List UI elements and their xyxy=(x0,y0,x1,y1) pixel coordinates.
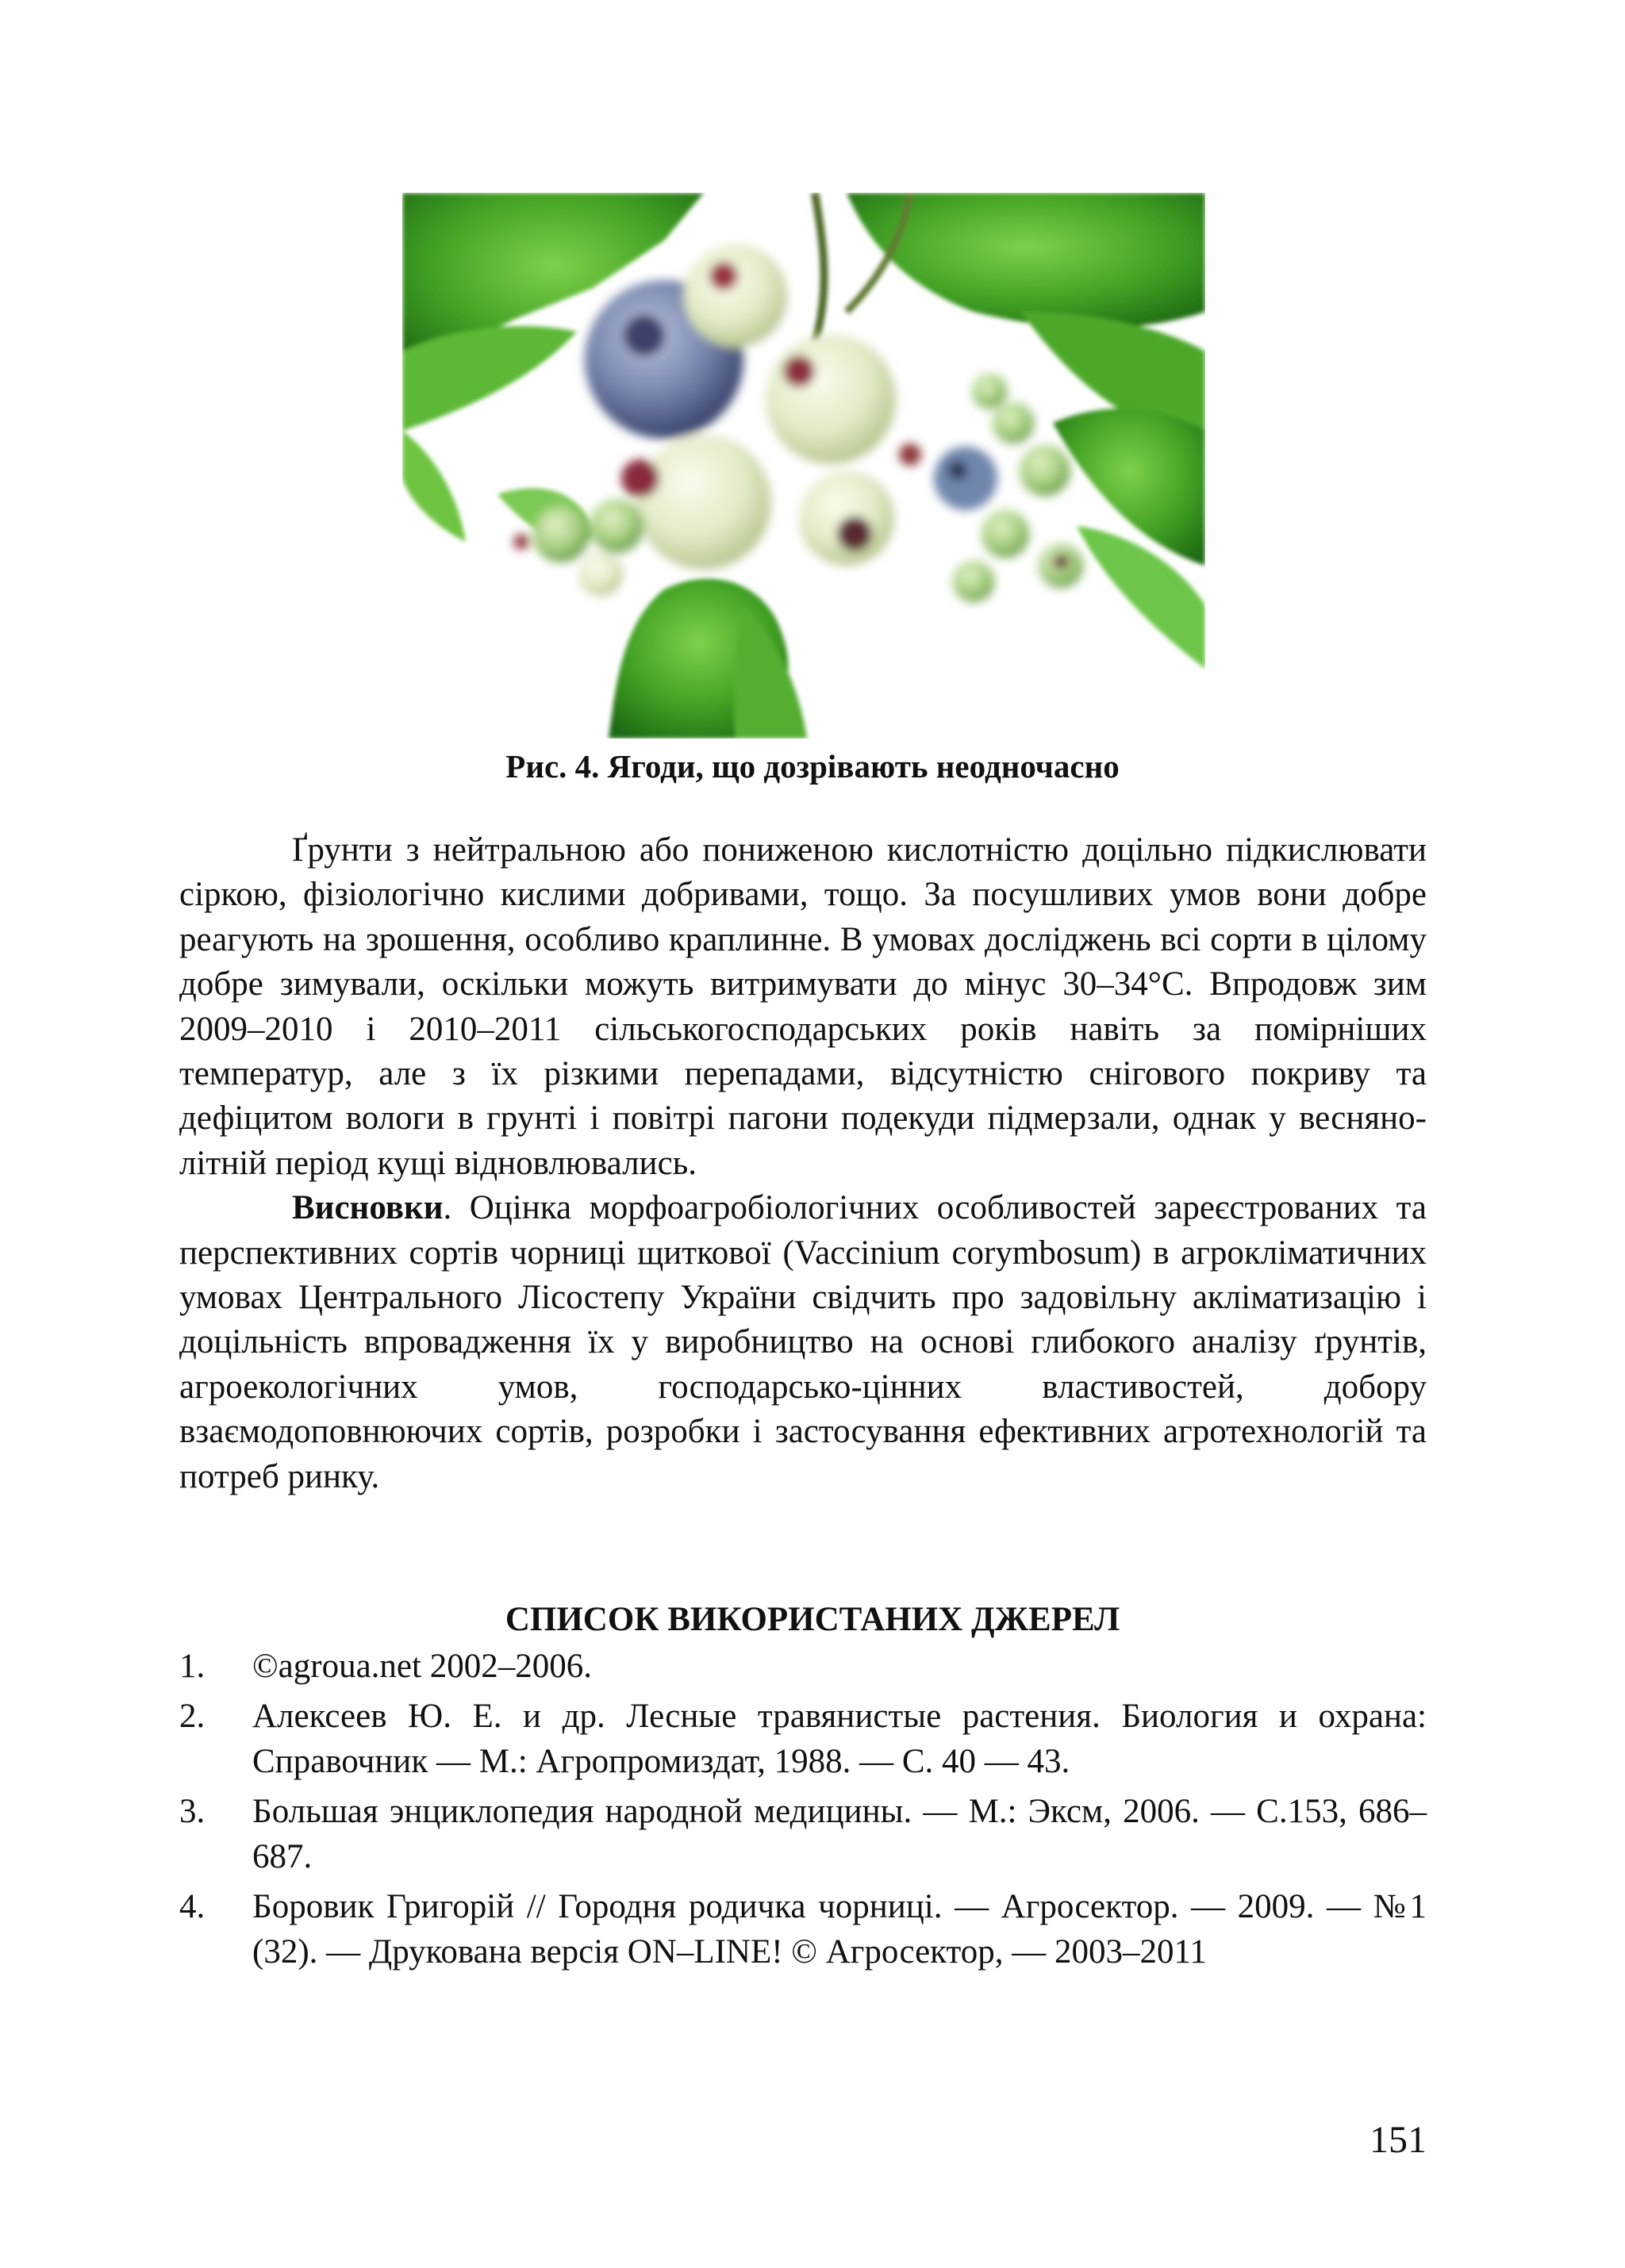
reference-text: Большая энциклопедия народной медицины. — М.: Эксм, 2006. — С.153, 686–687. xyxy=(252,1793,1427,1875)
conclusion-label: Висновки xyxy=(292,1189,444,1227)
blueberry-photo-illustration xyxy=(402,193,1205,739)
page-number: 151 xyxy=(1370,2119,1427,2161)
conclusion-text: . Оцінка морфоагробіологічних особливостей зареєстрованих та перспективних сортів чорниці щиткової (Vaccinium corymbosum) в агрокліматичних умовах Центрального Лісостепу України свідчить про задовільну акліматизацію і доцільність впровадження їх у виробництво на основі глибокого аналізу ґрунтів, агроекологічних умов, господарсько-цінних властивостей, добору взаємодоповнюючих сортів, розробки і застосування ефективних агротехнологій та потреб ринку. xyxy=(179,1189,1427,1495)
reference-number: 2. xyxy=(179,1698,206,1735)
reference-text: Алексеев Ю. Е. и др. Лесные травянистые растения. Биология и охрана: Справочник — М.: Агропромиздат, 1988. — С. 40 — 43. xyxy=(252,1698,1427,1780)
reference-text: Боровик Григорій // Городня родичка чорниці. — Агросектор. — 2009. — №1 (32). — Друкована версія ON–LINE! © Агросектор, — 2003–2011 xyxy=(252,1888,1427,1971)
figure-caption: Рис. 4. Ягоди, що дозрівають неодночасно xyxy=(505,748,1120,785)
reference-item xyxy=(179,1694,1427,1784)
body-text xyxy=(179,828,1427,1499)
reference-number: 4. xyxy=(179,1888,206,1925)
reference-text: ©agroua.net 2002–2006. xyxy=(252,1648,592,1685)
reference-item xyxy=(179,1884,1427,1974)
reference-item xyxy=(179,1644,1427,1689)
reference-number: 3. xyxy=(179,1793,206,1830)
reference-number: 1. xyxy=(179,1648,206,1685)
references-list xyxy=(179,1644,1427,1979)
paragraph-conclusions xyxy=(179,1186,1427,1499)
blueberry-photo xyxy=(402,193,1205,739)
paragraph-soils: Ґрунти з нейтральною або пониженою кислотністю доцільно підкислювати сіркою, фізіологічно кислими добривами, тощо. За посушливих умов вони добре реагують на зрошення, особливо краплинне. В умовах досліджень всі сорти в цілому добре зимували, оскільки можуть витримувати до мінус 30–34°С. Впродовж зим 2009–2010 і 2010–2011 сільськогосподарських років навіть за помірніших температур, але з їх різкими перепадами, відсутністю снігового покриву та дефіцитом вологи в грунті і повітрі пагони подекуди підмерзали, однак у весняно-літній період кущі відновлювались. xyxy=(179,831,1427,1182)
reference-item xyxy=(179,1789,1427,1879)
references-title: СПИСОК ВИКОРИСТАНИХ ДЖЕРЕЛ xyxy=(505,1601,1120,1638)
